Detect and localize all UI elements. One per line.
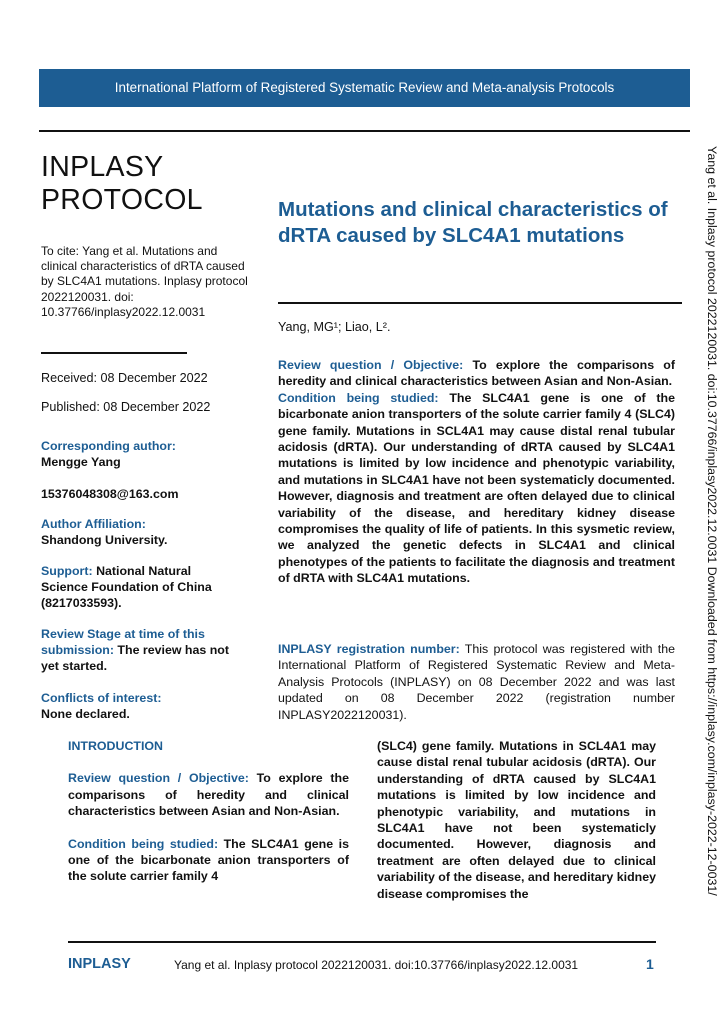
intro-condition-text: The SLC4A1 gene is one of the bicarbonate anion transporters of the solute carrier family 4 bbox=[68, 836, 349, 884]
registration-label: INPLASY registration number: bbox=[278, 642, 460, 656]
conflicts bbox=[41, 690, 241, 722]
abstract-objective-text: To explore the comparisons of heredity and clinical characteristics between Asian and Non-Asian. bbox=[278, 358, 675, 389]
conflicts-value: None declared. bbox=[41, 707, 130, 722]
authors: Yang, MG¹; Liao, L². bbox=[278, 320, 391, 334]
abstract bbox=[278, 357, 675, 587]
intro-condition-label: Condition being studied: bbox=[68, 836, 219, 851]
review-stage-value: The review has not yet started. bbox=[41, 643, 229, 674]
corresponding-label: Corresponding author: bbox=[41, 439, 176, 453]
intro-objective-text: To explore the comparisons of heredity and clinical characteristics between Asian and Non-Asian. bbox=[68, 771, 349, 819]
review-stage-label: Review Stage at time of this submission: bbox=[41, 627, 205, 658]
intro-column-2: (SLC4) gene family. Mutations in SCL4A1 may cause distal renal tubular acidosis (dRTA). Our understanding of dRTA caused by SLC4A1 mutations is limited by low incidence and phenotypic variability, and mutations in SLC4A1 have not been systematicly documented. However, diagnosis and treatment are often delayed due to clinical variability of the disease, and hereditary kidney disease compromises the bbox=[377, 739, 656, 901]
sidebar-divider bbox=[41, 352, 187, 354]
vertical-download-note: Yang et al. Inplasy protocol 2022120031. doi:10.37766/inplasy2022.12.0031 Downloaded from https://inplasy.com/inplasy-2022-12-0031/ bbox=[705, 146, 719, 896]
abstract-objective-label: Review question / Objective: bbox=[278, 358, 464, 372]
support-label: Support: bbox=[41, 564, 93, 578]
author-affiliation bbox=[41, 516, 241, 548]
intro-heading: INTRODUCTION bbox=[68, 739, 163, 753]
published-date: Published: 08 December 2022 bbox=[41, 400, 211, 414]
footer-divider bbox=[68, 941, 656, 943]
support bbox=[41, 563, 236, 612]
intro-column-1 bbox=[68, 738, 349, 885]
abstract-condition-label: Condition being studied: bbox=[278, 390, 439, 405]
footer-citation: Yang et al. Inplasy protocol 2022120031. doi:10.37766/inplasy2022.12.0031 bbox=[174, 958, 579, 972]
conflicts-label: Conflicts of interest: bbox=[41, 691, 162, 705]
brand-title bbox=[41, 151, 241, 217]
corresponding-name: Mengge Yang bbox=[41, 455, 121, 470]
title-divider bbox=[278, 302, 682, 304]
registration-text: This protocol was registered with the International Platform of Registered Systematic Review and Meta-Analysis Protocols (INPLASY) on 08 December 2022 and was last updated on 08 December 2022 (registration number INPLASY2022120031). bbox=[278, 642, 675, 722]
corresponding-email: 15376048308@163.com bbox=[41, 487, 179, 502]
registration bbox=[278, 641, 675, 723]
top-divider bbox=[39, 130, 690, 132]
page-number: 1 bbox=[646, 956, 654, 972]
brand-line-2: PROTOCOL bbox=[41, 184, 203, 216]
header-banner: International Platform of Registered Systematic Review and Meta-analysis Protocols bbox=[39, 69, 690, 107]
corresponding-author bbox=[41, 438, 241, 503]
citation: To cite: Yang et al. Mutations and clinical characteristics of dRTA caused by SLC4A1 mutations. Inplasy protocol 2022120031. doi: 10.37766/inplasy2022.12.0031 bbox=[41, 244, 248, 319]
affiliation-value: Shandong University. bbox=[41, 533, 168, 548]
received-date: Received: 08 December 2022 bbox=[41, 371, 208, 385]
review-stage bbox=[41, 626, 236, 675]
intro-objective-label: Review question / Objective: bbox=[68, 771, 249, 786]
footer-brand: INPLASY bbox=[68, 956, 131, 972]
brand-line-1: INPLASY bbox=[41, 151, 164, 183]
support-value: National Natural Science Foundation of China (8217033593). bbox=[41, 564, 212, 611]
paper-title: Mutations and clinical characteristics of dRTA caused by SLC4A1 mutations bbox=[278, 198, 668, 247]
affiliation-label: Author Affiliation: bbox=[41, 517, 146, 531]
abstract-condition-text: The SLC4A1 gene is one of the bicarbonate anion transporters of the solute carrier family 4 (SLC4) gene family. Mutations in SCL4A1 may cause distal renal tubular acidosis (dRTA). Our understanding of dRTA caused by SLC4A1 mutations is limited by low incidence and phenotypic variability, and mutations in SLC4A1 have not been systematicly documented. However, diagnosis and treatment are often delayed due to clinical variability of the disease, and hereditary kidney disease compromises the quality of life of patients. In this sysmetic review, we analyzed the genetic defects in SLC4A1 and clinical phenotypes of the patients to facilitate the diagnosis and treatment of dRTA with SLC4A1 mutations. bbox=[278, 390, 675, 586]
